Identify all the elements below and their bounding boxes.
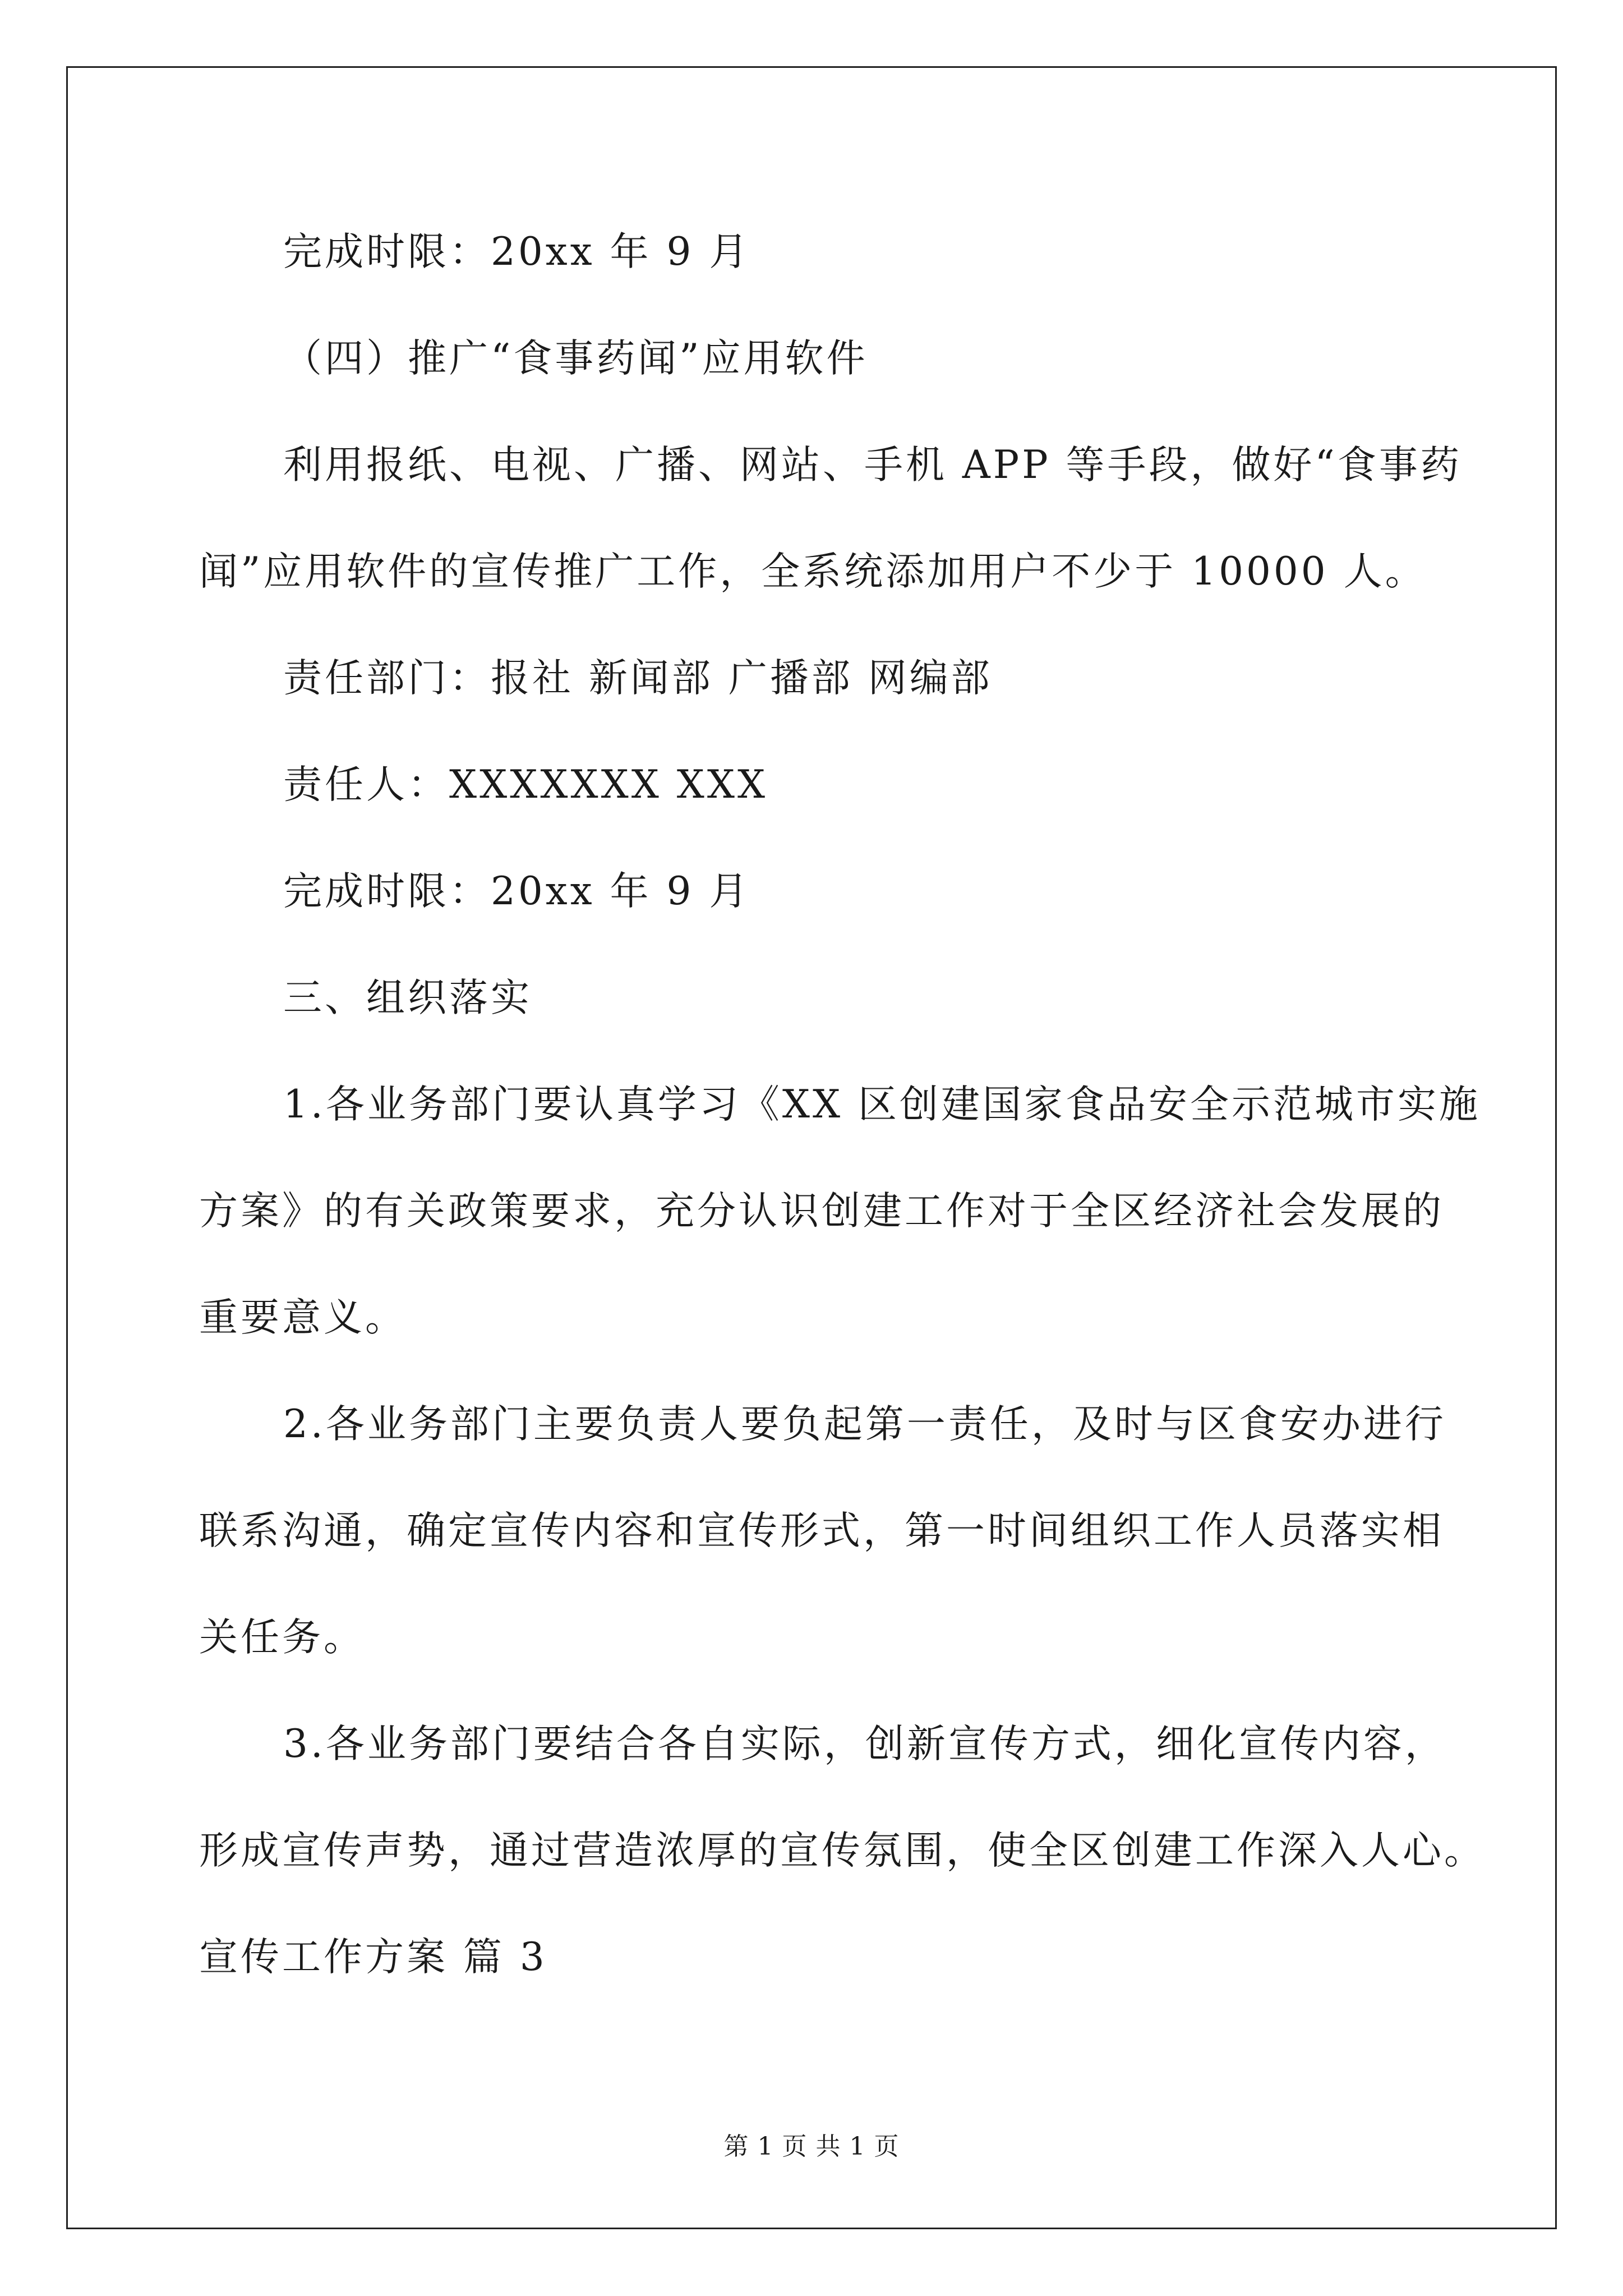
section-heading-four: （四）推广“食事药闻”应用软件: [283, 336, 868, 381]
paragraph-line: 利用报纸、电视、广播、网站、手机 APP 等手段，做好“食事药: [283, 443, 1462, 487]
deadline-line: 完成时限：20xx 年 9 月: [283, 229, 751, 274]
document-title-line: 宣传工作方案 篇 3: [199, 1935, 547, 1980]
paragraph-line: 形成宣传声势，通过营造浓厚的宣传氛围，使全区创建工作深入人心。: [199, 1828, 1486, 1873]
page-border: [66, 66, 1557, 2229]
paragraph-line: 3.各业务部门要结合各自实际，创新宣传方式，细化宣传内容，: [283, 1722, 1446, 1766]
paragraph-line: 方案》的有关政策要求，充分认识创建工作对于全区经济社会发展的: [199, 1189, 1444, 1234]
paragraph-line: 1.各业务部门要认真学习《XX 区创建国家食品安全示范城市实施: [283, 1082, 1481, 1127]
paragraph-line: 闻”应用软件的宣传推广工作，全系统添加用户不少于 10000 人。: [199, 549, 1427, 594]
paragraph-line: 联系沟通，确定宣传内容和宣传形式，第一时间组织工作人员落实相: [199, 1508, 1444, 1553]
paragraph-line: 关任务。: [199, 1615, 365, 1660]
deadline-line: 完成时限：20xx 年 9 月: [283, 869, 751, 914]
page-footer: 第 1 页 共 1 页: [723, 2132, 900, 2161]
section-heading-three: 三、组织落实: [283, 976, 532, 1020]
paragraph-line: 2.各业务部门主要负责人要负起第一责任，及时与区食安办进行: [283, 1402, 1446, 1447]
responsible-department-line: 责任部门：报社 新闻部 广播部 网编部: [283, 656, 993, 701]
responsible-person-line: 责任人：XXXXXXX XXX: [283, 762, 768, 807]
paragraph-line: 重要意义。: [199, 1295, 407, 1340]
